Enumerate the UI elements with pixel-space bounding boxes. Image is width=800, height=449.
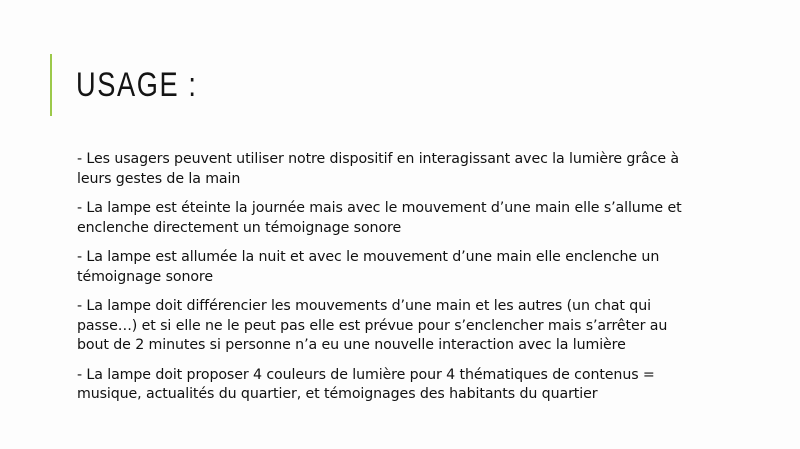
text-line: - La lampe est éteinte la journée mais avec le mouvement d’une main elle s’allume et [77, 200, 682, 216]
text-line: leurs gestes de la main [77, 170, 241, 187]
text-line: - Les usagers peuvent utiliser notre dispositif en interagissant avec la lumière grâce à [77, 151, 679, 167]
bullet-paragraph [77, 366, 777, 405]
text-line: enclenche directement un témoignage sonore [77, 219, 402, 236]
bullet-paragraph [77, 150, 777, 189]
text-line: - La lampe doit proposer 4 couleurs de lumière pour 4 thématiques de contenus = [77, 366, 655, 383]
title-accent-bar [50, 54, 52, 116]
text-line: - La lampe est allumée la nuit et avec le mouvement d’une main elle enclenche un [77, 249, 660, 265]
text-line: bout de 2 minutes si personne n’a eu une nouvelle interaction avec la lumière [77, 337, 626, 353]
slide-title: USAGE : [76, 66, 198, 104]
text-line: musique, actualités du quartier, et témoignages des habitants du quartier [77, 386, 598, 402]
text-line: témoignage sonore [77, 268, 213, 285]
text-line: - La lampe doit différencier les mouvements d’une main et les autres (un chat qui [77, 298, 651, 314]
bullet-paragraph [77, 248, 777, 287]
text-line: passe…) et si elle ne le peut pas elle est prévue pour s’enclencher mais s’arrêter au [77, 317, 668, 334]
bullet-paragraph [77, 297, 777, 356]
slide-body [77, 150, 777, 415]
bullet-paragraph [77, 199, 777, 238]
